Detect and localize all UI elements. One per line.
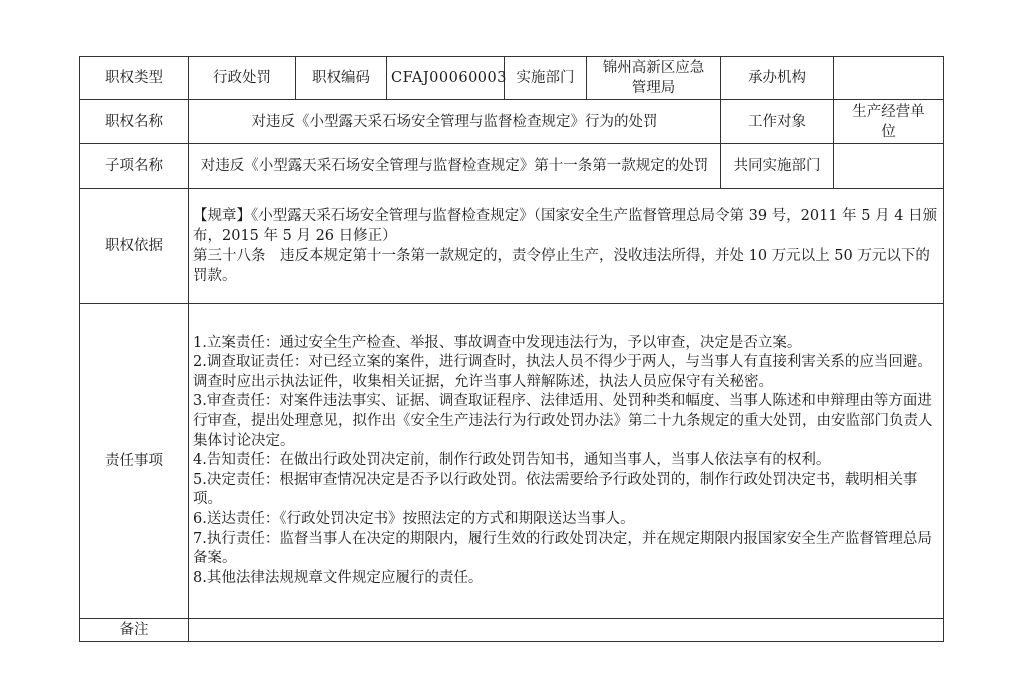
row-subitem (80, 144, 944, 189)
sub-value: 对违反《小型露天采石场安全管理与监督检查规定》第十一条第一款规定的处罚 (189, 144, 721, 189)
duty-item: 1.立案责任：通过安全生产检查、举报、事故调查中发现违法行为，予以审查，决定是否立案。 (193, 334, 802, 351)
basis-label: 职权依据 (80, 189, 189, 304)
dept-label: 实施部门 (505, 57, 587, 100)
note-label: 备注 (80, 619, 189, 642)
duty-item: 2.调查取证责任：对已经立案的案件，进行调查时，执法人员不得少于两人，与当事人有直接利害关系的应当回避。调查时应出示执法证件，收集相关证据，允许当事人辩解陈述，执法人员应保守有关秘密。 (193, 354, 932, 390)
name-label: 职权名称 (80, 100, 189, 144)
joint-label: 共同实施部门 (721, 144, 834, 189)
org-label: 承办机构 (721, 57, 834, 100)
row-basis (80, 189, 944, 304)
duty-item: 4.告知责任：在做出行政处罚决定前，制作行政处罚告知书，通知当事人，当事人依法享有的权利。 (193, 452, 831, 469)
duty-item: 7.执行责任：监督当事人在决定的期限内，履行生效的行政处罚决定，并在规定期限内报国家安全生产监督管理总局备案。 (193, 530, 932, 567)
authority-table (79, 56, 944, 642)
duty-item: 6.送达责任：《行政处罚决定书》按照法定的方式和期限送达当事人。 (193, 510, 635, 527)
target-label: 工作对象 (721, 100, 834, 144)
row-type (80, 57, 944, 100)
org-value (834, 57, 944, 100)
sub-label: 子项名称 (80, 144, 189, 189)
duty-item: 8.其他法律法规规章文件规定应履行的责任。 (193, 569, 483, 586)
row-note (80, 619, 944, 642)
name-value: 对违反《小型露天采石场安全管理与监督检查规定》行为的处罚 (189, 100, 721, 144)
basis-content (189, 189, 944, 304)
row-name (80, 100, 944, 144)
dept-value: 锦州高新区应急管理局 (587, 57, 721, 100)
row-duty (80, 304, 944, 619)
duty-content (189, 304, 944, 619)
duty-label: 责任事项 (80, 304, 189, 619)
duty-item: 3.审查责任：对案件违法事实、证据、调查取证程序、法律适用、处罚种类和幅度、当事人陈述和申辩理由等方面进行审查，提出处理意见，拟作出《安全生产违法行为行政处罚办法》第二十九条规定的重大处罚，由安监部门负责人集体讨论决定。 (193, 393, 933, 449)
code-label: 职权编码 (296, 57, 387, 100)
type-label: 职权类型 (80, 57, 189, 100)
duty-item: 5.决定责任：根据审查情况决定是否予以行政处罚。依法需要给予行政处罚的，制作行政处罚决定书，载明相关事项。 (193, 471, 918, 508)
type-value: 行政处罚 (189, 57, 296, 100)
note-value (189, 619, 944, 642)
basis-line: 【规章】《小型露天采石场安全管理与监督检查规定》（国家安全生产监督管理总局令第 39 号，2011 年 5 月 4 日颁布，2015 年 5 月 26 日修正） (193, 208, 938, 244)
target-value: 生产经营单位 (834, 100, 944, 144)
code-value: CFAJ00060003 (387, 57, 505, 100)
basis-line: 第三十八条 违反本规定第十一条第一款规定的，责令停止生产，没收违法所得，并处 10 万元以上 50 万元以下的罚款。 (193, 248, 930, 284)
joint-value (834, 144, 944, 189)
